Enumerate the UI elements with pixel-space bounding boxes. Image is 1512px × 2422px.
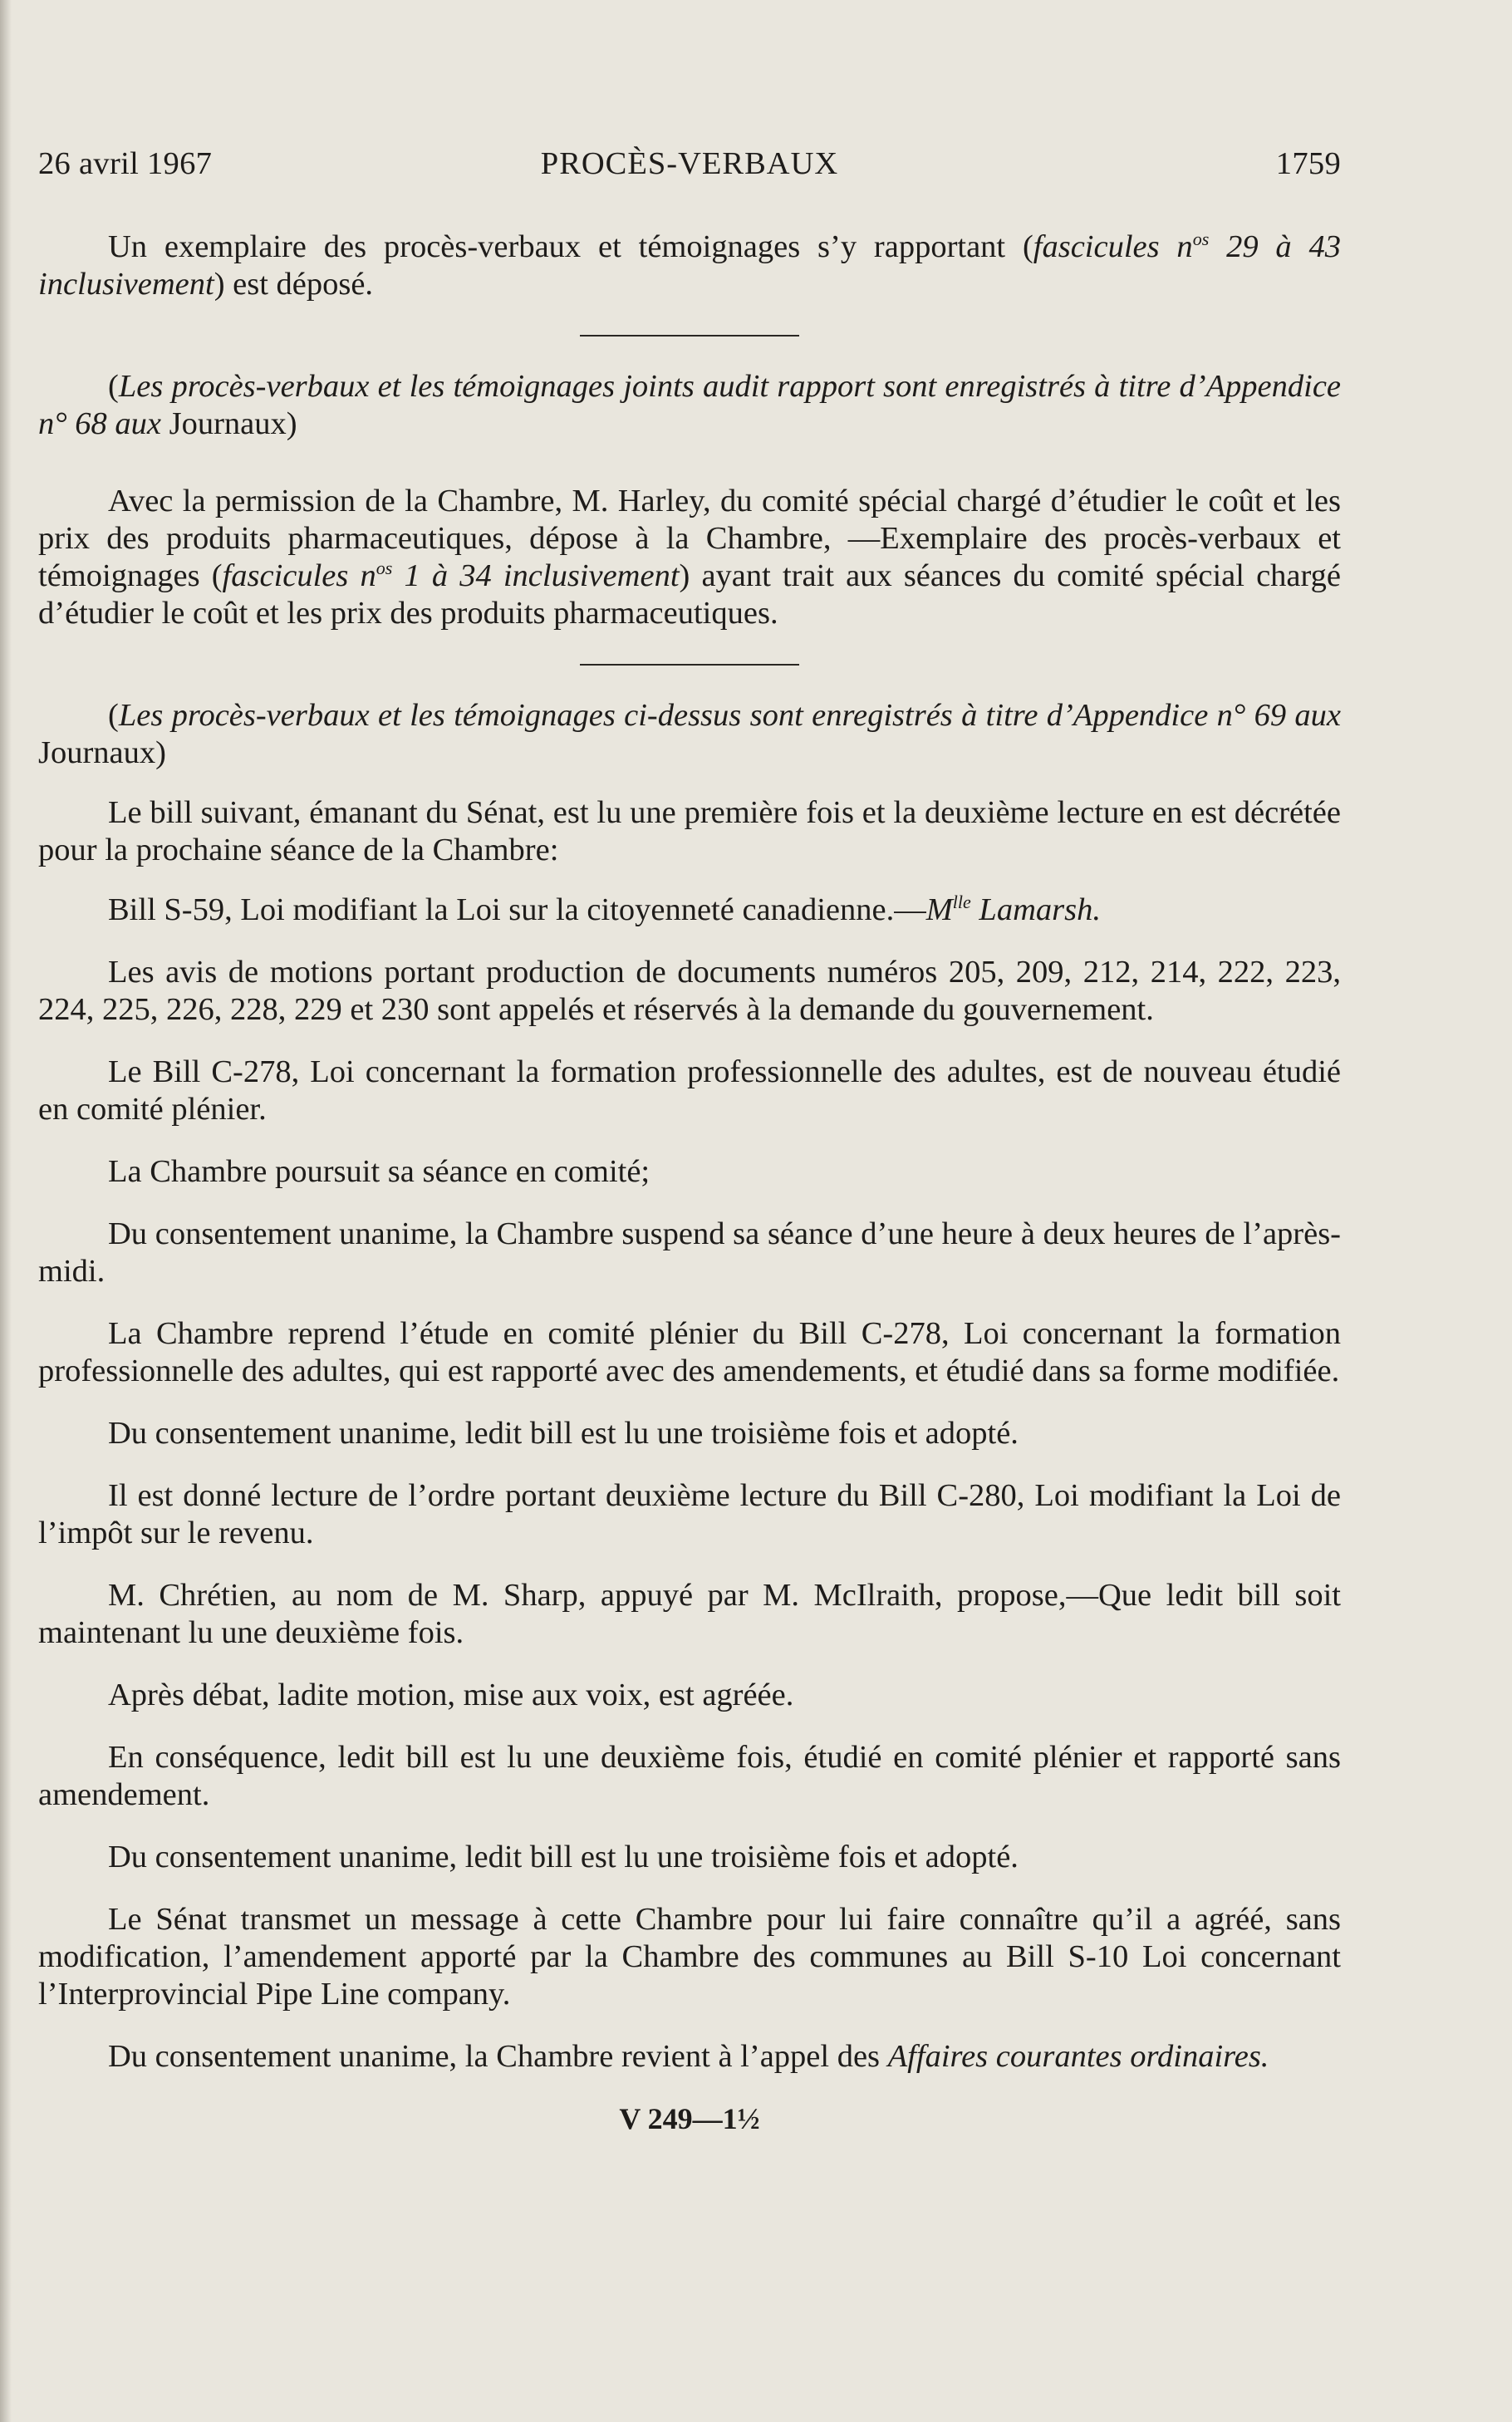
paragraph-routine-business: Du consentement unanime, la Chambre revient à l’appel des Affaires courantes ordinaires. — [108, 2039, 1269, 2074]
paragraph-harley-committee: Avec la permission de la Chambre, M. Harley, du comité spécial chargé d’étudier le coût et les prix des produits pharmaceutiques, dépose à la Chambre, —Exemplaire des procès-verbaux et témoignages (fascicules $n^{os}$ 1 à 34 inclusivement) ayant trait aux séances du comité spécial chargé d’étudier le coût et les prix des produits pharmaceutiques. — [38, 484, 1341, 631]
page-edge-shadow — [0, 0, 12, 2422]
paragraph-third-reading-1: Du consentement unanime, ledit bill est lu une troisième fois et adopté. — [108, 1416, 1019, 1451]
paragraph-second-reading: En conséquence, ledit bill est lu une deuxième fois, étudié en comité plénier et rapporté sans amendement. — [38, 1740, 1341, 1812]
section-divider — [580, 335, 799, 337]
paragraph-motions-notice: Les avis de motions portant production de documents numéros 205, 209, 212, 214, 222, 223, 224, 225, 226, 228, 229 et 230 sont appelés et réservés à la demande du gouvernement. — [38, 955, 1341, 1027]
header-title: PROCÈS-VERBAUX — [540, 146, 839, 181]
paragraph-bill-c280: Il est donné lecture de l’ordre portant deuxième lecture du Bill C-280, Loi modifiant la Loi de l’impôt sur le revenu. — [38, 1478, 1341, 1550]
printer-signature: V 249—1½ — [619, 2102, 760, 2135]
paragraph-motion-agreed: Après débat, ladite motion, mise aux voix, est agréée. — [108, 1678, 794, 1712]
paragraph-chretien-motion: M. Chrétien, au nom de M. Sharp, appuyé par M. McIlraith, propose,—Que ledit bill soit maintenant lu une deuxième fois. — [38, 1578, 1341, 1650]
section-divider — [580, 664, 799, 666]
paragraph-senate-bill: Le bill suivant, émanant du Sénat, est lu une première fois et la deuxième lecture en est décrétée pour la prochaine séance de la Chambre: — [38, 795, 1341, 867]
paragraph-third-reading-2: Du consentement unanime, ledit bill est lu une troisième fois et adopté. — [108, 1840, 1019, 1874]
paragraph-appendix-69: (Les procès-verbaux et les témoignages ci-dessus sont enregistrés à titre d’Appendice n° 69 aux Journaux) — [38, 698, 1341, 770]
paragraph-senate-message: Le Sénat transmet un message à cette Chambre pour lui faire connaître qu’il a agréé, sans modification, l’amendement apporté par la Chambre des communes au Bill S-10 Loi concernant l’Interprovincial Pipe Line company. — [38, 1902, 1341, 2012]
paragraph-bill-c278: Le Bill C-278, Loi concernant la formation professionnelle des adultes, est de nouveau étudié en comité plénier. — [38, 1054, 1341, 1127]
paragraph-deposit-notice: Un exemplaire des procès-verbaux et témoignages s’y rapportant (fascicules $n^{os}$ 29 à 43 inclusivement) est déposé. — [38, 228, 1341, 302]
document-page — [38, 145, 1341, 2138]
paragraph-bill-s59: Bill S-59, Loi modifiant la Loi sur la citoyenneté $canadienne.—M^{lle}$ Lamarsh. — [108, 892, 1101, 927]
header-page-number: 1759 — [1275, 146, 1341, 181]
paragraph-suspension: Du consentement unanime, la Chambre suspend sa séance d’une heure à deux heures de l’après-midi. — [38, 1216, 1341, 1289]
paragraph-appendix-68: (Les procès-verbaux et les témoignages joints audit rapport sont enregistrés à titre d’Appendice n° 68 aux Journaux) — [38, 369, 1341, 441]
header-date: 26 avril 1967 — [38, 146, 213, 181]
paragraph-resumption: La Chambre reprend l’étude en comité plénier du Bill C-278, Loi concernant la formation professionnelle des adultes, qui est rapporté avec des amendements, et étudié dans sa forme modifiée. — [38, 1316, 1341, 1388]
paragraph-committee-sitting: La Chambre poursuit sa séance en comité; — [108, 1154, 650, 1189]
running-header — [38, 145, 1341, 195]
